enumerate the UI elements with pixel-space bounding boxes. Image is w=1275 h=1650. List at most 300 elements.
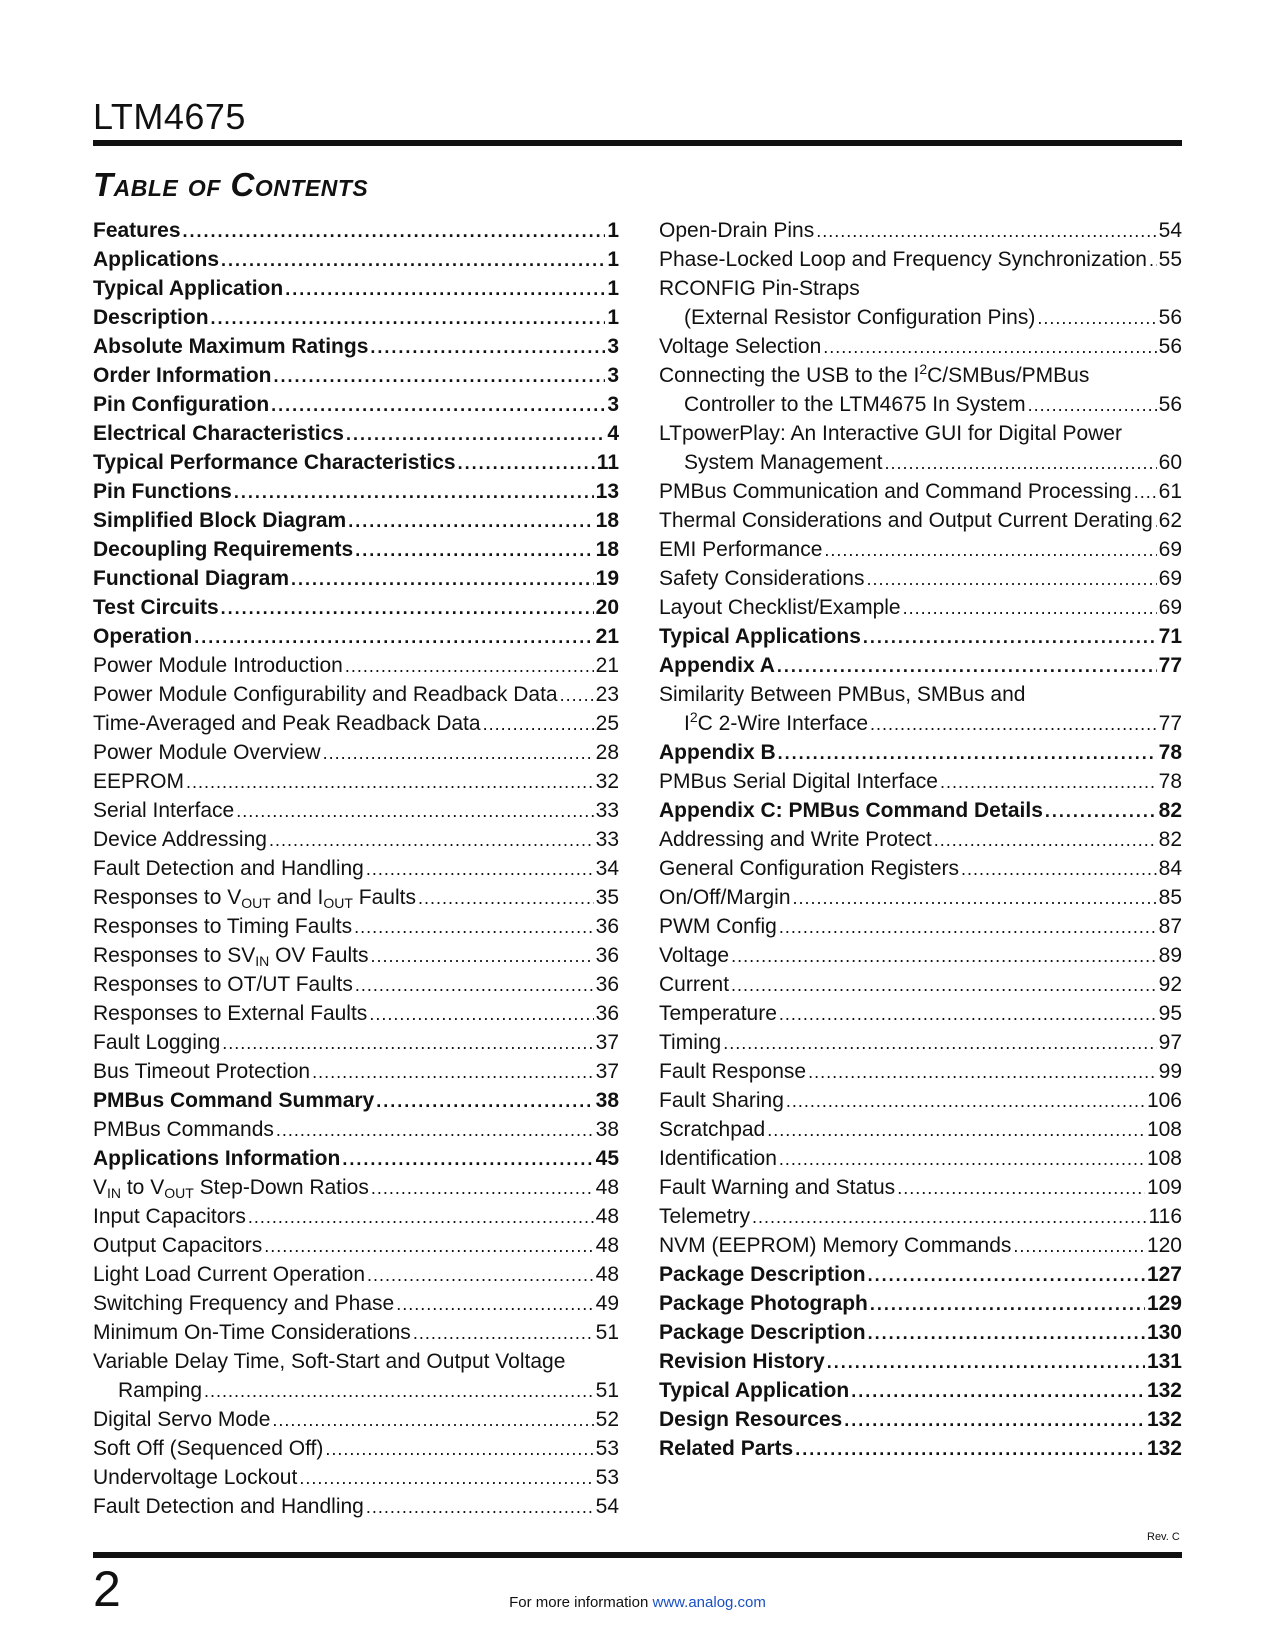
toc-entry-title: Open-Drain Pins bbox=[659, 219, 815, 242]
toc-entry-leader bbox=[366, 1492, 594, 1522]
toc-entry-title: Phase-Locked Loop and Frequency Synchronization bbox=[659, 248, 1147, 271]
toc-entry-leader bbox=[236, 796, 593, 826]
page-number: 2 bbox=[93, 1561, 121, 1617]
toc-entry-leader bbox=[367, 1260, 594, 1290]
toc-entry-leader bbox=[1155, 506, 1157, 536]
toc-entry[interactable] bbox=[93, 999, 619, 1028]
toc-entry-title: (External Resistor Configuration Pins) bbox=[684, 306, 1036, 329]
toc-entry[interactable] bbox=[659, 1144, 1182, 1173]
toc-entry-page: 1 bbox=[607, 248, 619, 271]
toc-entry[interactable] bbox=[93, 1115, 619, 1144]
toc-entry-leader bbox=[903, 593, 1157, 623]
toc-entry-leader bbox=[285, 274, 605, 304]
toc-entry-title: LTpowerPlay: An Interactive GUI for Digital Power bbox=[659, 422, 1122, 445]
toc-entry[interactable] bbox=[93, 419, 619, 448]
toc-entry-page: 13 bbox=[595, 480, 619, 503]
toc-entry[interactable] bbox=[659, 1202, 1182, 1231]
toc-entry[interactable] bbox=[93, 1260, 619, 1289]
toc-entry-title: Layout Checklist/Example bbox=[659, 596, 901, 619]
toc-entry-page: 36 bbox=[595, 944, 619, 967]
toc-entry-leader bbox=[816, 216, 1156, 246]
toc-entry-page: 95 bbox=[1158, 1002, 1182, 1025]
toc-entry[interactable] bbox=[93, 1318, 619, 1347]
toc-entry-page: 1 bbox=[607, 306, 619, 329]
toc-entry[interactable] bbox=[93, 738, 619, 767]
toc-entry[interactable] bbox=[659, 1115, 1182, 1144]
toc-entry-page: 32 bbox=[595, 770, 619, 793]
toc-entry[interactable] bbox=[93, 1028, 619, 1057]
toc-entry-title: Power Module Configurability and Readback Data bbox=[93, 683, 558, 706]
toc-entry-page: 132 bbox=[1146, 1408, 1182, 1431]
toc-entry[interactable] bbox=[93, 593, 619, 622]
toc-entry-leader bbox=[731, 941, 1157, 971]
toc-entry-title: Package Photograph bbox=[659, 1292, 868, 1315]
toc-entry-page: 77 bbox=[1158, 654, 1182, 677]
toc-entry-leader bbox=[186, 767, 594, 797]
toc-entry-title: Responses to $SV_{IN}$ OV Faults bbox=[93, 944, 369, 969]
toc-entry[interactable] bbox=[659, 332, 1182, 361]
toc-entry-page: 35 bbox=[595, 886, 619, 909]
toc-entry-leader bbox=[870, 1289, 1145, 1319]
toc-entry[interactable] bbox=[659, 303, 1182, 332]
toc-entry-leader bbox=[827, 1347, 1145, 1377]
toc-entry-leader bbox=[342, 1144, 593, 1174]
toc-entry[interactable] bbox=[93, 912, 619, 941]
toc-entry-page: 55 bbox=[1158, 248, 1182, 271]
toc-entry-title: Bus Timeout Protection bbox=[93, 1060, 311, 1083]
toc-entry[interactable] bbox=[659, 1376, 1182, 1405]
toc-entry-page: 3 bbox=[607, 364, 619, 387]
toc-entry-leader bbox=[366, 854, 594, 884]
toc-entry-title: NVM (EEPROM) Memory Commands bbox=[659, 1234, 1012, 1257]
toc-entry-page: 28 bbox=[595, 741, 619, 764]
toc-entry-page: 69 bbox=[1158, 596, 1182, 619]
toc-entry-title: EMI Performance bbox=[659, 538, 823, 561]
toc-entry[interactable] bbox=[93, 448, 619, 477]
toc-entry[interactable] bbox=[659, 1231, 1182, 1260]
toc-entry-page: 34 bbox=[595, 857, 619, 880]
toc-entry-page: 108 bbox=[1146, 1147, 1182, 1170]
toc-entry[interactable] bbox=[659, 535, 1182, 564]
toc-entry-leader bbox=[866, 564, 1156, 594]
toc-entry-title: Typical Applications bbox=[659, 625, 861, 648]
toc-entry[interactable] bbox=[93, 1231, 619, 1260]
toc-entry-leader bbox=[183, 216, 606, 246]
toc-entry-leader bbox=[458, 448, 595, 478]
toc-entry[interactable] bbox=[659, 622, 1182, 651]
toc-entry-title: Voltage Selection bbox=[659, 335, 822, 358]
toc-entry-page: 38 bbox=[595, 1118, 619, 1141]
toc-entry-title: Fault Logging bbox=[93, 1031, 221, 1054]
toc-entry-leader bbox=[779, 912, 1157, 942]
toc-entry-leader bbox=[234, 477, 594, 507]
toc-entry-leader bbox=[221, 593, 594, 623]
toc-entry-page: 20 bbox=[595, 596, 619, 619]
toc-entry-page: 45 bbox=[595, 1147, 619, 1170]
toc-entry-leader bbox=[808, 1057, 1157, 1087]
toc-entry-leader bbox=[354, 912, 594, 942]
toc-entry-title: Fault Warning and Status bbox=[659, 1176, 896, 1199]
toc-entry-leader bbox=[823, 332, 1156, 362]
header-rule bbox=[93, 140, 1182, 146]
toc-entry-leader bbox=[868, 1318, 1145, 1348]
revision-label: Rev. C bbox=[1147, 1531, 1180, 1543]
toc-entry[interactable] bbox=[93, 1057, 619, 1086]
toc-entry-page: 99 bbox=[1158, 1060, 1182, 1083]
toc-entry-title: Input Capacitors bbox=[93, 1205, 246, 1228]
toc-entry[interactable] bbox=[659, 390, 1182, 419]
toc-entry-title: RCONFIG Pin-Straps bbox=[659, 277, 860, 300]
toc-entry[interactable] bbox=[93, 506, 619, 535]
toc-entry[interactable] bbox=[659, 941, 1182, 970]
toc-entry-leader bbox=[777, 651, 1157, 681]
toc-entry[interactable] bbox=[659, 477, 1182, 506]
toc-entry-title: Simplified Block Diagram bbox=[93, 509, 347, 532]
toc-entry-page: 84 bbox=[1158, 857, 1182, 880]
toc-entry-leader bbox=[793, 883, 1157, 913]
toc-entry-page: 1 bbox=[607, 219, 619, 242]
toc-entry-leader bbox=[323, 738, 594, 768]
toc-entry[interactable] bbox=[659, 216, 1182, 245]
toc-entry-title: Fault Response bbox=[659, 1060, 807, 1083]
footer-more-info-text: For more information bbox=[509, 1594, 649, 1611]
toc-entry-leader bbox=[870, 709, 1157, 739]
toc-entry[interactable] bbox=[93, 564, 619, 593]
toc-entry-page: 92 bbox=[1158, 973, 1182, 996]
toc-entry[interactable] bbox=[93, 767, 619, 796]
toc-entry[interactable] bbox=[659, 1289, 1182, 1318]
toc-entry-leader bbox=[325, 1434, 593, 1464]
toc-entry-leader bbox=[752, 1202, 1146, 1232]
toc-entry-page: 78 bbox=[1158, 770, 1182, 793]
toc-entry[interactable] bbox=[659, 970, 1182, 999]
toc-entry-leader bbox=[961, 854, 1157, 884]
toc-entry-leader bbox=[824, 535, 1156, 565]
toc-entry-page: 82 bbox=[1158, 799, 1182, 822]
toc-left-column bbox=[93, 216, 619, 1521]
toc-entry-leader bbox=[844, 1405, 1145, 1435]
toc-entry[interactable] bbox=[93, 1144, 619, 1173]
toc-entry-title: Description bbox=[93, 306, 209, 329]
toc-entry[interactable] bbox=[93, 1463, 619, 1492]
toc-entry[interactable] bbox=[659, 883, 1182, 912]
toc-entry-title: Package Description bbox=[659, 1263, 866, 1286]
toc-entry-title: $I^2C$ 2-Wire Interface bbox=[684, 709, 869, 735]
toc-entry[interactable] bbox=[93, 477, 619, 506]
toc-entry-page: 49 bbox=[595, 1292, 619, 1315]
toc-entry-page: 36 bbox=[595, 973, 619, 996]
toc-entry-leader bbox=[779, 1144, 1145, 1174]
toc-entry-leader bbox=[272, 1405, 593, 1435]
toc-entry-title: Soft Off (Sequenced Off) bbox=[93, 1437, 324, 1460]
toc-entry-page: 60 bbox=[1158, 451, 1182, 474]
toc-entry-leader bbox=[194, 622, 593, 652]
toc-entry-page: 1 bbox=[607, 277, 619, 300]
toc-entry-page: 77 bbox=[1158, 712, 1182, 735]
toc-entry-leader bbox=[868, 1260, 1145, 1290]
toc-entry-page: 36 bbox=[595, 1002, 619, 1025]
toc-entry-page: 21 bbox=[595, 654, 619, 677]
toc-entry[interactable] bbox=[93, 883, 619, 912]
toc-entry-leader bbox=[274, 361, 606, 391]
toc-entry-page: 48 bbox=[595, 1234, 619, 1257]
toc-entry-leader bbox=[413, 1318, 594, 1348]
toc-entry-leader bbox=[312, 1057, 594, 1087]
toc-entry-page: 33 bbox=[595, 799, 619, 822]
toc-entry-leader bbox=[369, 999, 593, 1029]
toc-entry-leader bbox=[271, 390, 605, 420]
toc-entry[interactable] bbox=[659, 854, 1182, 883]
toc-entry[interactable] bbox=[93, 825, 619, 854]
toc-entry-leader bbox=[222, 1028, 593, 1058]
toc-entry-leader bbox=[863, 622, 1157, 652]
toc-entry-title: Switching Frequency and Phase bbox=[93, 1292, 395, 1315]
toc-entry[interactable] bbox=[659, 1086, 1182, 1115]
toc-entry-title: Responses to Timing Faults bbox=[93, 915, 353, 938]
toc-entry-title: System Management bbox=[684, 451, 883, 474]
toc-entry-title: Minimum On-Time Considerations bbox=[93, 1321, 411, 1344]
toc-entry-leader bbox=[396, 1289, 593, 1319]
toc-entry-leader bbox=[269, 825, 594, 855]
toc-entry[interactable] bbox=[659, 1434, 1182, 1463]
toc-entry-title: Safety Considerations bbox=[659, 567, 865, 590]
toc-entry-title: Typical Application bbox=[93, 277, 284, 300]
toc-entry-leader bbox=[348, 506, 593, 536]
toc-entry-title: Functional Diagram bbox=[93, 567, 290, 590]
toc-entry-page: 37 bbox=[595, 1060, 619, 1083]
toc-entry-page: 33 bbox=[595, 828, 619, 851]
toc-entry-page: 132 bbox=[1146, 1379, 1182, 1402]
toc-entry-page: 82 bbox=[1158, 828, 1182, 851]
toc-entry-title: Pin Functions bbox=[93, 480, 232, 503]
toc-entry[interactable] bbox=[659, 738, 1182, 767]
toc-entry-page: 71 bbox=[1158, 625, 1182, 648]
toc-entry-leader bbox=[1134, 477, 1157, 507]
toc-entry[interactable] bbox=[659, 1347, 1182, 1376]
toc-entry-page: 62 bbox=[1158, 509, 1182, 532]
toc-entry[interactable] bbox=[659, 593, 1182, 622]
toc-entry-leader bbox=[1013, 1231, 1145, 1261]
toc-entry[interactable] bbox=[93, 1202, 619, 1231]
toc-entry-title: Operation bbox=[93, 625, 193, 648]
toc-entry-title: Decoupling Requirements bbox=[93, 538, 354, 561]
toc-entry-leader bbox=[1045, 796, 1157, 826]
toc-entry-title: Timing bbox=[659, 1031, 722, 1054]
toc-entry-title: Power Module Overview bbox=[93, 741, 321, 764]
toc-entry-page: 56 bbox=[1158, 393, 1182, 416]
toc-entry-title: Current bbox=[659, 973, 730, 996]
toc-entry-title: Responses to OT/UT Faults bbox=[93, 973, 353, 996]
toc-entry[interactable] bbox=[93, 1405, 619, 1434]
toc-entry[interactable] bbox=[93, 1376, 619, 1405]
toc-entry-leader bbox=[370, 941, 593, 971]
toc-entry-leader bbox=[371, 1173, 594, 1203]
toc-entry[interactable] bbox=[659, 1028, 1182, 1057]
toc-entry[interactable] bbox=[659, 448, 1182, 477]
toc-entry-leader bbox=[786, 1086, 1145, 1116]
toc-entry-page: 4 bbox=[607, 422, 619, 445]
toc-entry[interactable] bbox=[93, 361, 619, 390]
toc-entry[interactable] bbox=[659, 796, 1182, 825]
toc-entry[interactable] bbox=[659, 767, 1182, 796]
toc-entry[interactable] bbox=[659, 361, 1182, 390]
toc-entry-page: 48 bbox=[595, 1176, 619, 1199]
toc-entry-page: 109 bbox=[1146, 1176, 1182, 1199]
toc-entry-title: Appendix C: PMBus Command Details bbox=[659, 799, 1043, 822]
toc-entry-title: Responses to External Faults bbox=[93, 1002, 368, 1025]
toc-entry-title: Similarity Between PMBus, SMBus and bbox=[659, 683, 1026, 706]
toc-entry[interactable] bbox=[659, 1057, 1182, 1086]
toc-entry-title: General Configuration Registers bbox=[659, 857, 959, 880]
toc-entry-page: 18 bbox=[595, 538, 619, 561]
toc-entry[interactable] bbox=[93, 274, 619, 303]
toc-entry[interactable] bbox=[93, 245, 619, 274]
toc-entry[interactable] bbox=[93, 709, 619, 738]
toc-entry-leader bbox=[483, 709, 594, 739]
toc-entry[interactable] bbox=[659, 245, 1182, 274]
toc-entry-title: Fault Sharing bbox=[659, 1089, 784, 1112]
toc-entry[interactable] bbox=[93, 1289, 619, 1318]
toc-entry[interactable] bbox=[93, 680, 619, 709]
toc-entry-title: PMBus Serial Digital Interface bbox=[659, 770, 938, 793]
footer-link[interactable]: www.analog.com bbox=[652, 1594, 766, 1611]
toc-entry-page: 69 bbox=[1158, 567, 1182, 590]
toc-entry-title: Fault Detection and Handling bbox=[93, 1495, 364, 1518]
toc-entry[interactable] bbox=[659, 1318, 1182, 1347]
part-number: LTM4675 bbox=[93, 96, 246, 137]
toc-entry-title: PMBus Commands bbox=[93, 1118, 274, 1141]
toc-entry-title: Digital Servo Mode bbox=[93, 1408, 271, 1431]
toc-entry[interactable] bbox=[93, 970, 619, 999]
toc-entry-page: 116 bbox=[1148, 1205, 1182, 1228]
toc-entry-title: Scratchpad bbox=[659, 1118, 766, 1141]
toc-entry[interactable] bbox=[659, 419, 1182, 448]
toc-entry[interactable] bbox=[93, 1173, 619, 1202]
toc-entry[interactable] bbox=[659, 912, 1182, 941]
toc-entry-leader bbox=[795, 1434, 1145, 1464]
toc-entry-leader bbox=[248, 1202, 594, 1232]
toc-entry[interactable] bbox=[659, 680, 1182, 709]
toc-entry[interactable] bbox=[659, 564, 1182, 593]
toc-entry[interactable] bbox=[93, 854, 619, 883]
toc-entry-page: 108 bbox=[1146, 1118, 1182, 1141]
toc-entry-page: 37 bbox=[595, 1031, 619, 1054]
toc-entry-leader bbox=[418, 883, 594, 913]
toc-entry-page: 11 bbox=[596, 451, 619, 474]
toc-entry-page: 3 bbox=[607, 335, 619, 358]
toc-entry-page: 61 bbox=[1158, 480, 1182, 503]
footer-info bbox=[0, 1594, 1275, 1611]
toc-entry-page: 132 bbox=[1146, 1437, 1182, 1460]
toc-entry-leader bbox=[897, 1173, 1145, 1203]
toc-entry-page: 56 bbox=[1158, 306, 1182, 329]
toc-entry[interactable] bbox=[659, 1260, 1182, 1289]
toc-entry[interactable] bbox=[659, 999, 1182, 1028]
toc-entry-page: 25 bbox=[595, 712, 619, 735]
toc-entry-title: PMBus Communication and Command Processing bbox=[659, 480, 1132, 503]
toc-entry-title: Thermal Considerations and Output Current Derating bbox=[659, 509, 1153, 532]
toc-entry[interactable] bbox=[659, 1173, 1182, 1202]
toc-entry-leader bbox=[1028, 390, 1157, 420]
toc-entry-title: Undervoltage Lockout bbox=[93, 1466, 298, 1489]
toc-entry-page: 130 bbox=[1146, 1321, 1182, 1344]
toc-entry-title: Order Information bbox=[93, 364, 272, 387]
toc-entry-title: Serial Interface bbox=[93, 799, 235, 822]
toc-entry[interactable] bbox=[93, 332, 619, 361]
toc-entry-title: Temperature bbox=[659, 1002, 777, 1025]
toc-entry-leader bbox=[355, 970, 594, 1000]
toc-entry[interactable] bbox=[93, 651, 619, 680]
toc-entry-title: Telemetry bbox=[659, 1205, 751, 1228]
toc-entry-leader bbox=[560, 680, 594, 710]
toc-entry-page: 18 bbox=[595, 509, 619, 532]
toc-entry-page: 53 bbox=[595, 1437, 619, 1460]
toc-entry-page: 87 bbox=[1158, 915, 1182, 938]
toc-entry-title: Related Parts bbox=[659, 1437, 794, 1460]
toc-entry-page: 78 bbox=[1158, 741, 1182, 764]
toc-entry[interactable] bbox=[93, 216, 619, 245]
toc-entry[interactable] bbox=[659, 506, 1182, 535]
toc-entry[interactable] bbox=[93, 535, 619, 564]
toc-entry-page: 21 bbox=[595, 625, 619, 648]
toc-entry-page: 51 bbox=[595, 1321, 619, 1344]
toc-entry-leader bbox=[778, 738, 1157, 768]
toc-entry[interactable] bbox=[93, 1492, 619, 1521]
toc-entry-title: Fault Detection and Handling bbox=[93, 857, 364, 880]
toc-entry[interactable] bbox=[93, 796, 619, 825]
toc-entry-title: Output Capacitors bbox=[93, 1234, 263, 1257]
toc-entry-title: Power Module Introduction bbox=[93, 654, 343, 677]
toc-entry-leader bbox=[779, 999, 1157, 1029]
toc-entry[interactable] bbox=[659, 709, 1182, 738]
toc-entry-leader bbox=[346, 419, 605, 449]
toc-entry[interactable] bbox=[93, 941, 619, 970]
toc-entry-title: Revision History bbox=[659, 1350, 825, 1373]
toc-entry-title: Time-Averaged and Peak Readback Data bbox=[93, 712, 481, 735]
toc-entry[interactable] bbox=[93, 390, 619, 419]
toc-entry[interactable] bbox=[93, 1347, 619, 1376]
toc-entry-leader bbox=[934, 825, 1157, 855]
toc-entry[interactable] bbox=[659, 274, 1182, 303]
toc-entry-page: 97 bbox=[1158, 1031, 1182, 1054]
toc-entry[interactable] bbox=[659, 651, 1182, 680]
toc-entry-page: 36 bbox=[595, 915, 619, 938]
toc-entry-title: Applications Information bbox=[93, 1147, 341, 1170]
toc-entry-leader bbox=[1037, 303, 1156, 333]
toc-entry[interactable] bbox=[93, 1434, 619, 1463]
toc-entry-page: 69 bbox=[1158, 538, 1182, 561]
toc-entry-page: 51 bbox=[595, 1379, 619, 1402]
toc-entry-page: 23 bbox=[595, 683, 619, 706]
toc-entry-page: 120 bbox=[1146, 1234, 1182, 1257]
toc-entry[interactable] bbox=[659, 1405, 1182, 1434]
toc-entry-title: Addressing and Write Protect bbox=[659, 828, 932, 851]
toc-entry[interactable] bbox=[93, 622, 619, 651]
toc-entry-leader bbox=[345, 651, 594, 681]
toc-entry-page: 129 bbox=[1146, 1292, 1182, 1315]
toc-entry[interactable] bbox=[93, 1086, 619, 1115]
toc-entry-title: Identification bbox=[659, 1147, 777, 1170]
toc-entry[interactable] bbox=[659, 825, 1182, 854]
toc-entry[interactable] bbox=[93, 303, 619, 332]
toc-entry-title: Appendix B bbox=[659, 741, 776, 764]
toc-entry-leader bbox=[291, 564, 594, 594]
toc-entry-title: Applications bbox=[93, 248, 220, 271]
toc-entry-page: 106 bbox=[1146, 1089, 1182, 1112]
toc-entry-leader bbox=[355, 535, 593, 565]
toc-entry-title: Typical Performance Characteristics bbox=[93, 451, 456, 474]
toc-entry-title: Connecting the USB to the $I^2C/SMBus$/PMBus bbox=[659, 361, 1090, 387]
